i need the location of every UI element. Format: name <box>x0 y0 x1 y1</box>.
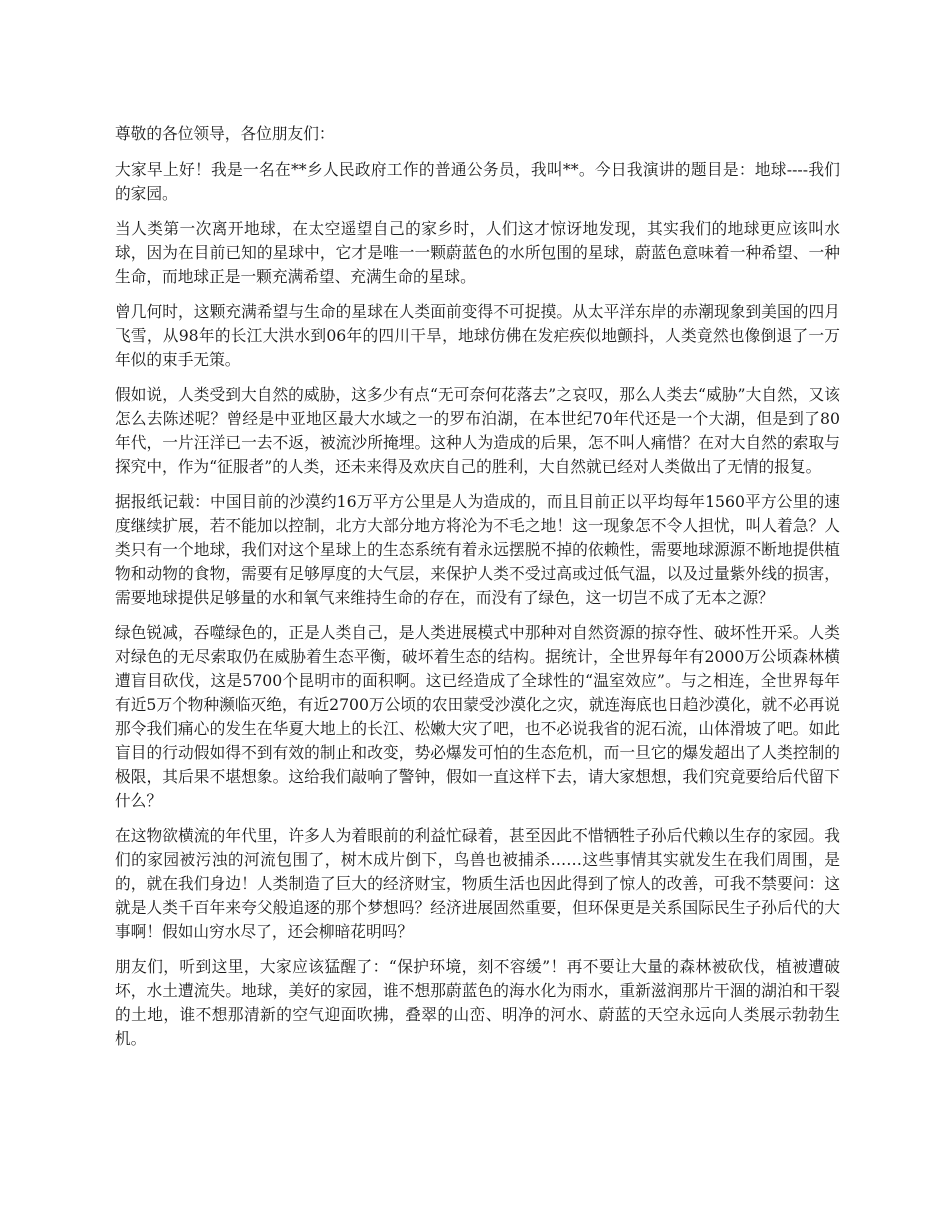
paragraph-disasters: 曾几何时，这颗充满希望与生命的星球在人类面前变得不可捉摸。从太平洋东岸的赤潮现象到美国的四月飞雪，从98年的长江大洪水到06年的四川干旱，地球仿佛在发疟疾似地颤抖，人类竟然也像倒退了一万年似的束手无策。 <box>115 302 840 369</box>
paragraph-water-planet: 当人类第一次离开地球，在太空遥望自己的家乡时，人们这才惊讶地发现，其实我们的地球更应该叫水球，因为在目前已知的星球中，它才是唯一一颗蔚蓝色的水所包围的星球，蔚蓝色意味着一种希望、一种生命，而地球正是一颗充满希望、充满生命的星球。 <box>115 219 840 286</box>
salutation: 尊敬的各位领导，各位朋友们： <box>115 124 335 143</box>
paragraph-green-loss: 绿色锐减，吞噬绿色的，正是人类自己，是人类进展模式中那种对自然资源的掠夺性、破坏性开采。人类对绿色的无尽索取仍在威胁着生态平衡，破坏着生态的结构。据统计，全世界每年有2000万公顷森林横遭盲目砍伐，这是5700个昆明市的面积啊。这已经造成了全球性的“温室效应”。与之相连，全世界每年有近5万个物种濒临灭绝，有近2700万公顷的农田蒙受沙漠化之灾，就连海底也日趋沙漠化，就不必再说那令我们痛心的发生在华夏大地上的长江、松嫩大灾了吧，也不必说我省的泥石流，山体滑坡了吧。如此盲目的行动假如得不到有效的制止和改变，势必爆发可怕的生态危机，而一旦它的爆发超出了人类控制的极限，其后果不堪想象。这给我们敲响了警钟，假如一直这样下去，请大家想想，我们究竟要给后代留下什么？ <box>115 623 840 810</box>
speech-body <box>115 122 840 1062</box>
paragraph-greeting: 大家早上好！我是一名在**乡人民政府工作的普通公务员，我叫**。今日我演讲的题目是：地球----我们的家园。 <box>115 160 840 203</box>
paragraph-material-desire: 在这物欲横流的年代里，许多人为着眼前的利益忙碌着，甚至因此不惜牺牲子孙后代赖以生存的家园。我们的家园被污浊的河流包围了，树木成片倒下，鸟兽也被捕杀……这些事情其实就发生在我们周围，是的，就在我们身边！人类制造了巨大的经济财宝，物质生活也因此得到了惊人的改善，可我不禁要问：这就是人类千百年来夸父般追逐的那个梦想吗？经济进展固然重要，但环保更是关系国际民生子孙后代的大事啊！假如山穷水尽了，还会柳暗花明吗？ <box>115 826 840 941</box>
paragraph-call-to-action: 朋友们，听到这里，大家应该猛醒了：“保护环境，刻不容缓”！再不要让大量的森林被砍伐，植被遭破坏，水土遭流失。地球，美好的家园，谁不想那蔚蓝色的海水化为雨水，重新滋润那片干涸的湖泊和干裂的土地，谁不想那清新的空气迎面吹拂，叠翠的山峦、明净的河水、蔚蓝的天空永远向人类展示勃勃生机。 <box>115 957 840 1048</box>
paragraph-desertification: 据报纸记载：中国目前的沙漠约16万平方公里是人为造成的，而且目前正以平均每年1560平方公里的速度继续扩展，若不能加以控制，北方大部分地方将沦为不毛之地！这一现象怎不令人担忧，叫人着急？人类只有一个地球，我们对这个星球上的生态系统有着永远摆脱不掉的依赖性，需要地球源源不断地提供植物和动物的食物，需要有足够厚度的大气层，来保护人类不受过高或过低气温，以及过量紫外线的损害，需要地球提供足够量的水和氧气来维持生命的存在，而没有了绿色，这一切岂不成了无本之源？ <box>115 492 840 607</box>
paragraph-lop-nur: 假如说，人类受到大自然的威胁，这多少有点“无可奈何花落去”之哀叹，那么人类去“威胁”大自然，又该怎么去陈述呢？曾经是中亚地区最大水域之一的罗布泊湖，在本世纪70年代还是一个大湖，但是到了80年代，一片汪洋已一去不返，被流沙所掩埋。这种人为造成的后果，怎不叫人痛惜？在对大自然的索取与探究中，作为“征服者”的人类，还未来得及欢庆自己的胜利，大自然就已经对人类做出了无情的报复。 <box>115 385 840 476</box>
